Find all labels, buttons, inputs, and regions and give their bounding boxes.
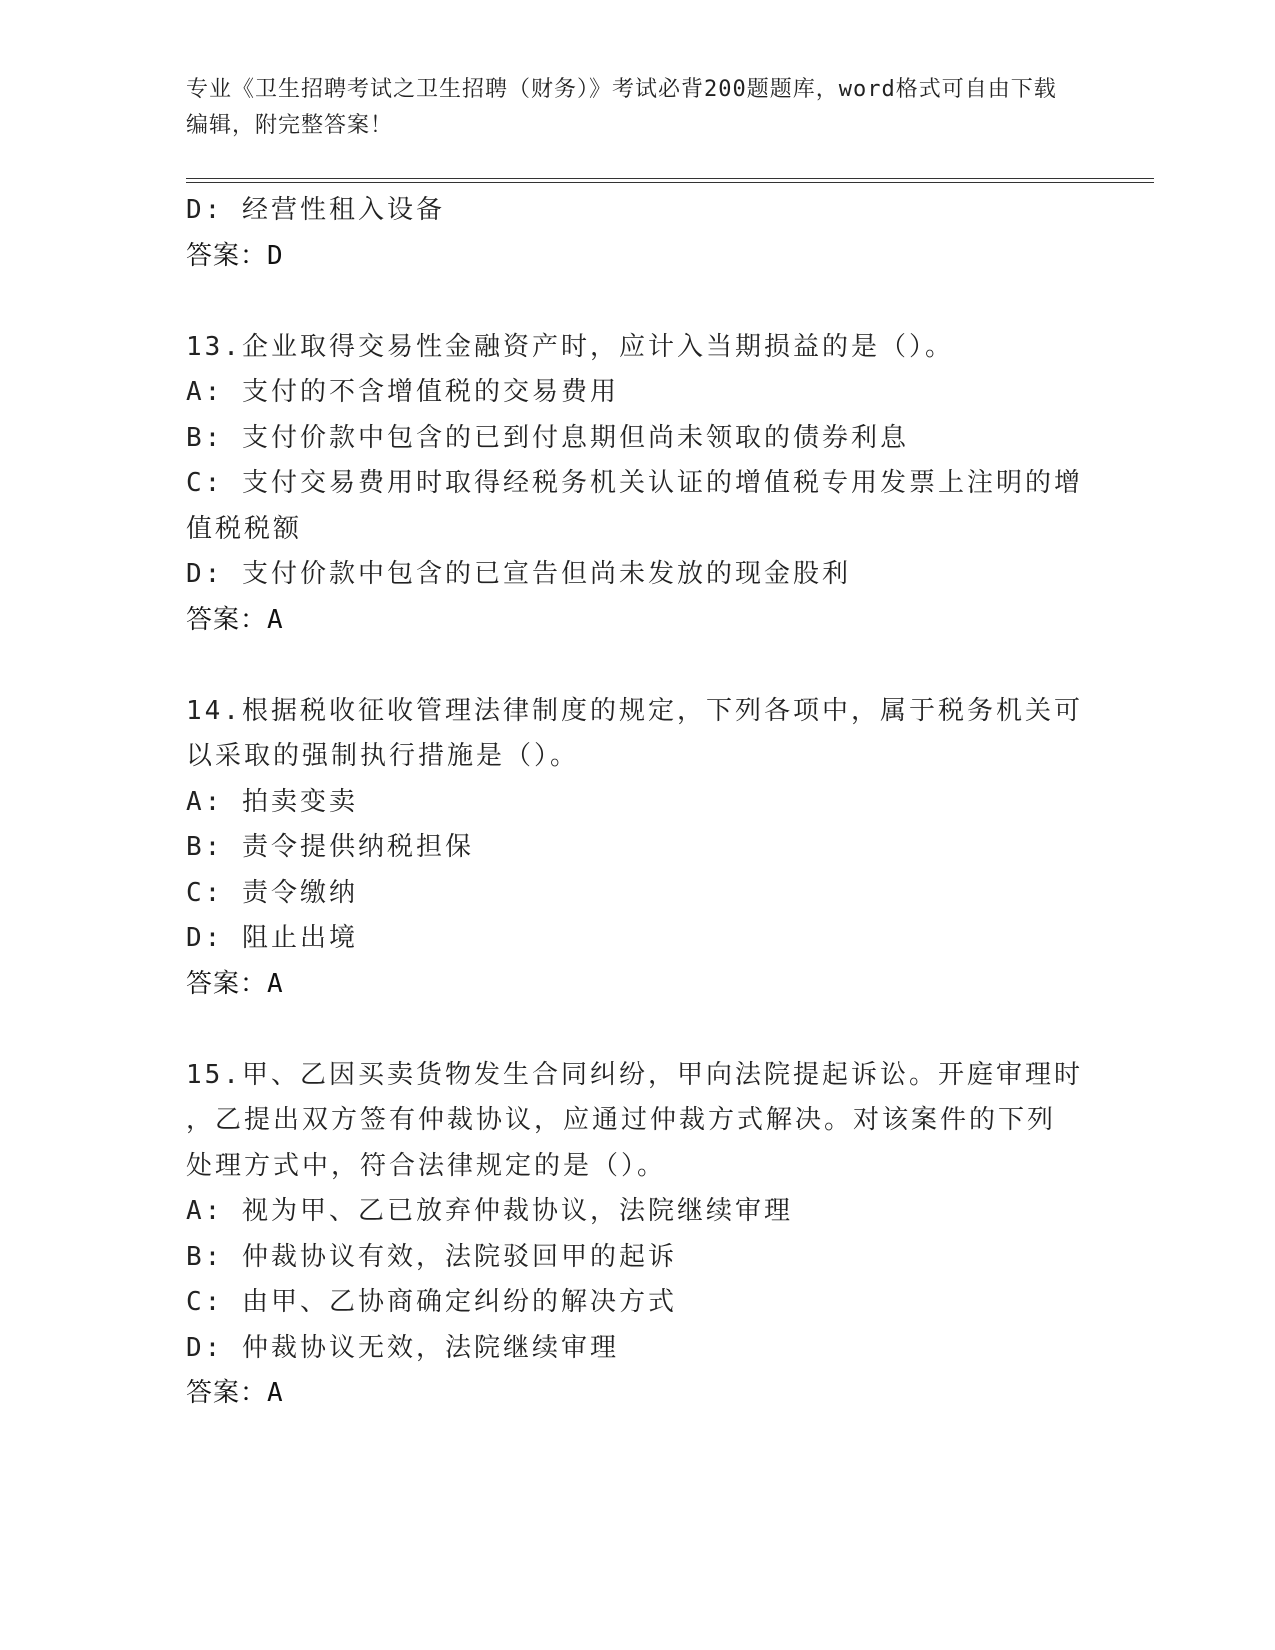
document-header: 专业《卫生招聘考试之卫生招聘（财务）》考试必背200题题库，word格式可自由下载编辑，附完整答案！ [186,77,1057,138]
q15-option-a: A: 视为甲、乙已放弃仲裁协议，法院继续审理 [186,1196,793,1226]
q14-option-d: D: 阻止出境 [186,923,358,953]
q13-stem-line-1: 13.企业取得交易性金融资产时，应计入当期损益的是（）。 [186,331,954,362]
q14-answer: 答案：A [186,968,284,999]
question-content [186,188,1086,1417]
q14-option-a: A: 拍卖变卖 [186,786,358,817]
spacer [186,643,1086,689]
q13-option-d: D: 支付价款中包含的已宣告但尚未发放的现金股利 [186,559,851,589]
spacer [186,279,1086,325]
q15-stem-line-3: 处理方式中，符合法律规定的是（）。 [186,1150,667,1181]
q14-stem-line-2: 以采取的强制执行措施是（）。 [186,741,580,771]
q15-option-c: C: 由甲、乙协商确定纠纷的解决方式 [186,1287,677,1317]
spacer [186,1007,1086,1053]
q13-option-c: C: 支付交易费用时取得经税务机关认证的增值税专用发票上注明的增 [186,468,1083,498]
prev-option-d: D: 经营性租入设备 [186,195,445,225]
q13-answer: 答案：A [186,604,284,635]
q15-stem-line-1: 15.甲、乙因买卖货物发生合同纠纷，甲向法院提起诉讼。开庭审理时 [186,1059,1083,1090]
q14-stem-line-1: 14.根据税收征收管理法律制度的规定，下列各项中，属于税务机关可 [186,695,1083,726]
q15-answer: 答案：A [186,1378,284,1408]
q15-option-d: D: 仲裁协议无效，法院继续审理 [186,1332,619,1363]
q14-option-c: C: 责令缴纳 [186,877,358,908]
header-rule-bottom [186,182,1154,183]
q13-option-b: B: 支付价款中包含的已到付息期但尚未领取的债券利息 [186,422,909,453]
q13-option-a: A: 支付的不含增值税的交易费用 [186,377,619,407]
q15-stem-line-2: ，乙提出双方签有仲裁协议，应通过仲裁方式解决。对该案件的下列 [186,1105,1057,1135]
header-rule-top [186,178,1154,179]
prev-answer: 答案：D [186,240,284,271]
q15-option-b: B: 仲裁协议有效，法院驳回甲的起诉 [186,1241,677,1272]
q14-option-b: B: 责令提供纳税担保 [186,832,474,862]
q13-option-c-cont: 值税税额 [186,513,303,544]
